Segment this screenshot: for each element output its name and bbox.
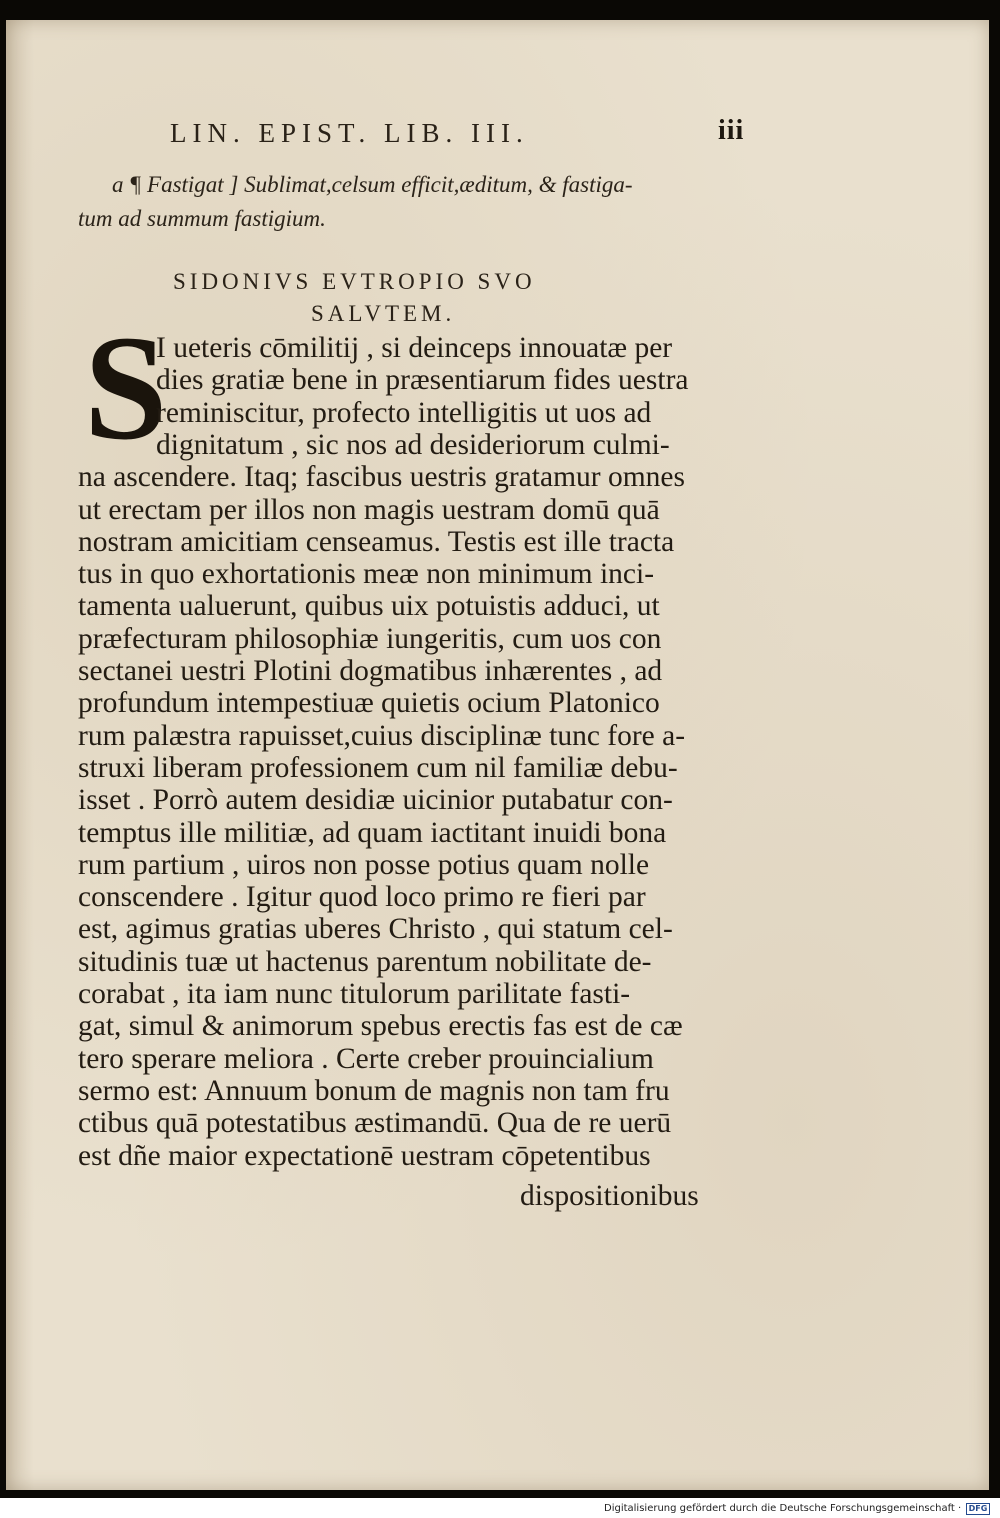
folio-number: iii: [718, 115, 745, 146]
text-line: tero sperare meliora . Certe creber prouincialium: [78, 1042, 654, 1075]
text-line: sermo est: Annuum bonum de magnis non tam fru: [78, 1074, 670, 1107]
text-line: reminiscitur, profecto intelligitis ut uos ad: [156, 396, 652, 429]
text-line: tus in quo exhortationis meæ non minimum inci-: [78, 558, 655, 591]
text-line: conscendere . Igitur quod loco primo re fieri par: [78, 881, 646, 914]
text-line: dignitatum , sic nos ad desideriorum culmi-: [156, 428, 670, 461]
text-line: struxi liberam professionem cum nil familiæ debu-: [78, 751, 678, 784]
text-line: corabat , ita iam nunc titulorum parilitate fasti-: [78, 978, 631, 1010]
text-line: tamenta ualuerunt, quibus uix potuistis adduci, ut: [78, 590, 660, 623]
text-line: rum palæstra rapuisset,cuius disciplinæ tunc fore a-: [78, 719, 686, 752]
commentary-note-line: tum ad summum fastigium.: [78, 206, 326, 231]
text-line: profundum intempestiuæ quietis ocium Platonico: [78, 687, 660, 720]
catchword: dispositionibus: [520, 1180, 699, 1212]
text-line: ut erectam per illos non magis uestram domū quā: [78, 493, 660, 526]
text-line: præfecturam philosophiæ iungeritis, cum uos con: [78, 622, 662, 655]
text-line: ctibus quā potestatibus æstimandū. Qua de re uerū: [78, 1107, 672, 1140]
text-line: sectanei uestri Plotini dogmatibus inhærentes , ad: [78, 655, 663, 687]
text-line: est, agimus gratias uberes Christo , qui statum cel-: [78, 913, 673, 946]
text-line: gat, simul & animorum spebus erectis fas est de cæ: [78, 1010, 683, 1043]
text-line: nostram amicitiam censeamus. Testis est ille tracta: [78, 525, 675, 558]
text-line: rum partium , uiros non posse potius quam nolle: [78, 848, 650, 881]
text-line: na ascendere. Itaq; fascibus uestris gratamur omnes: [78, 461, 685, 494]
text-line: est dñe maior expectationē uestram cōpetentibus: [78, 1139, 651, 1172]
commentary-note-line: a ¶ Fastigat ] Sublimat,celsum efficit,æditum, & fastiga-: [112, 172, 633, 197]
letter-title-continued: SALVTEM.: [311, 301, 456, 326]
text-line: isset . Porrò autem desidiæ uicinior putabatur con-: [78, 784, 673, 817]
letter-title: SIDONIVS EVTROPIO SVO: [173, 269, 536, 294]
running-title: LIN. EPIST. LIB. III.: [170, 118, 529, 148]
text-line: dies gratiæ bene in præsentiarum fides uestra: [156, 364, 689, 397]
text-line: I ueteris cōmilitij , si deinceps innouatæ per: [156, 332, 673, 364]
digitization-credit: Digitalisierung gefördert durch die Deutsche Forschungsgemeinschaft ·: [604, 1503, 962, 1514]
text-line: temptus ille militiæ, ad quam iactitant inuidi bona: [78, 816, 667, 849]
text-line: situdinis tuæ ut hactenus parentum nobilitate de-: [78, 945, 652, 978]
dfg-logo: DFG: [966, 1503, 990, 1515]
drop-cap-initial: S: [84, 305, 168, 471]
